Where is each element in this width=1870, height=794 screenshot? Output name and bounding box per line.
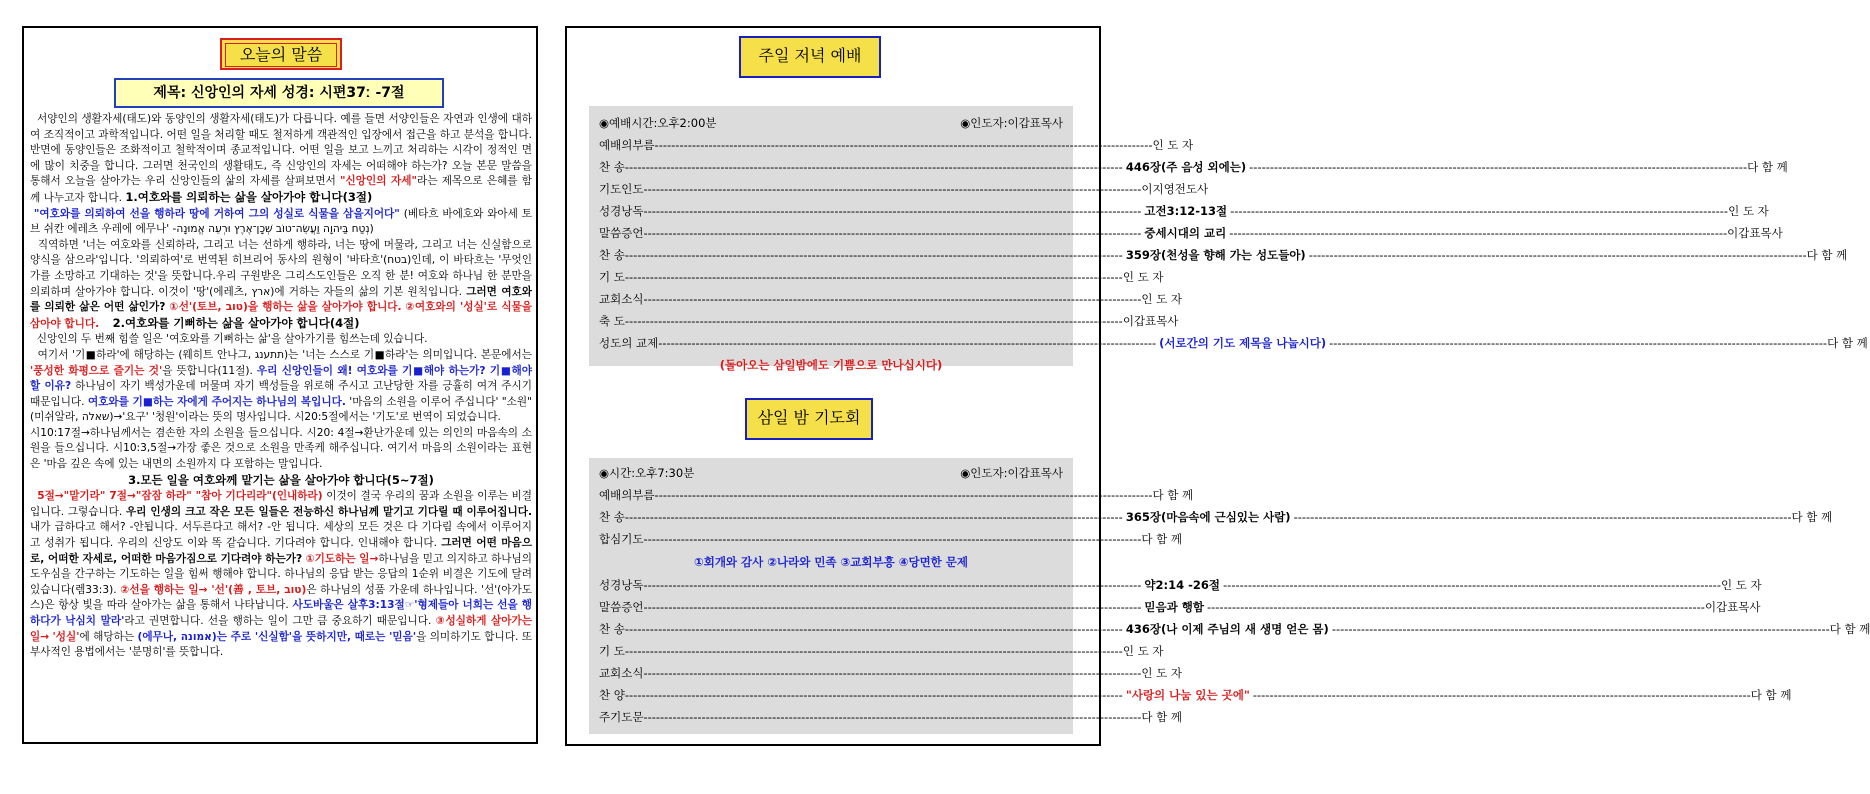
order-item-text: 믿음과 행함 (1144, 600, 1204, 614)
order-person: 이갑표목사 (1727, 226, 1783, 240)
why-rejoice-text: 우리 신앙인들이 왜! 여호와를 기■해야 하는가? 기■해야 할 이유? (30, 364, 533, 393)
wednesday-time: ◉시간:오후7:30분 (599, 466, 695, 480)
sunday-leader: ◉인도자:이갑표목사 (960, 116, 1063, 130)
wish-text: '마음의 소원을 이루어 주십니다' "소원"(미쉬알라, שאלה)→'요구' '청원'이라는 뜻의 명사입니다. 시20:5절에서는 '기도'로 번역이 되었습니다. (30, 395, 533, 424)
sermon-subject: 제목: 신앙인의 자세 성경: 시편37ː -7절 (114, 78, 444, 108)
order-item-text: (서로간의 기도 제목을 나눕시다) (1159, 336, 1327, 350)
order-row (589, 484, 1194, 506)
order-row (589, 684, 1792, 706)
order-row (589, 266, 1164, 288)
order-content: ------------------------------------------------------------------------------------------------------------------------ (624, 270, 1123, 284)
wednesday-rows-after (589, 574, 1870, 728)
rejoice-text: 여기서 '기■하라'에 해당하는 (웨히트 안나그, תתענג)는 '너는 스스로 기■하라'는 의미입니다. 본문에서는 (37, 348, 532, 361)
order-row (589, 706, 1183, 728)
sunday-time: ◉예배시간:오후2:00분 (599, 116, 717, 130)
order-panel (565, 26, 1870, 746)
attitude-question: 그러면 어떤 마음으로, 어떠한 자세로, 어떠한 마음가짐으로 기다려야 하는가? (30, 537, 532, 565)
order-person: 다 함 께 (1152, 488, 1194, 502)
order-content: ------------------------------------------------------------------------------------------------------------------------ 약2:14 -26절 ------------------------------------------------------------------------------------------------------------------------ (643, 578, 1721, 592)
secret-text: 이것이 결국 우리의 꿈과 소원을 이루는 비결입니다. 그렇습니다. (30, 490, 532, 518)
order-person: 다 함 께 (1829, 622, 1870, 636)
order-label: 주기도문 (599, 710, 644, 724)
wednesday-leader: ◉인도자:이갑표목사 (960, 466, 1063, 480)
order-person: 인 도 자 (1152, 138, 1194, 152)
order-label: 기 도 (599, 270, 625, 284)
order-label: 찬 양 (599, 688, 625, 702)
order-person: 인 도 자 (1720, 578, 1762, 592)
wednesday-title: 삼일 밤 기도회 (745, 398, 873, 440)
order-row (589, 288, 1183, 310)
order-label: 성경낭독 (599, 204, 644, 218)
order-content: ------------------------------------------------------------------------------------------------------------------------ (서로간의 기도 제목을 나눕시다) ------------------------------------------------------------------------------------------------------------------------ (658, 336, 1828, 350)
order-content: ------------------------------------------------------------------------------------------------------------------------ 365장(마음속에 근심있는 사람) ------------------------------------------------------------------------------------------------------------------------ (624, 510, 1792, 524)
sunday-title: 주일 저녁 예배 (739, 36, 881, 78)
order-person: 다 함 께 (1747, 160, 1788, 174)
good-text: 은 하나님의 성품 가운데 하나입니다. '선'(아가도스)은 항상 빛을 따라 살아가는 삶을 통해서 나타납니다. (30, 583, 533, 612)
order-row (589, 310, 1179, 332)
order-content: ------------------------------------------------------------------------------------------------------------------------ (624, 314, 1123, 328)
order-label: 찬 송 (599, 248, 625, 262)
order-person: 인 도 자 (1141, 292, 1183, 306)
prayer-point: ①기도하는 일→ (305, 552, 379, 565)
order-row (589, 662, 1183, 684)
order-person: 이갑표목사 (1704, 600, 1761, 614)
order-label: 찬 송 (599, 622, 625, 636)
order-label: 성도의 교제 (599, 336, 659, 350)
order-row (589, 200, 1769, 222)
sermon-body (30, 112, 532, 744)
answer-2-text: ②여호와의 '성실'로 식물을 삼아야 합니다. (30, 301, 533, 330)
order-person: 다 함 께 (1791, 510, 1833, 524)
commit-verses: 5절→"맡기라" 7절→"잠잠 하라" "참아 기다리라"(인내하라) (37, 490, 323, 503)
abundance-text: '풍성한 화평으로 즐기는 것' (30, 364, 163, 377)
order-content: ------------------------------------------------------------------------------------------------------------------------ (654, 488, 1153, 502)
emunah-text: (에무나, אמונה)는 주로 '신실함'을 뜻하지만, 때로는 '믿음' (137, 630, 417, 643)
order-item-text: 436장(나 이제 주님의 새 생명 얻은 몸) (1125, 622, 1329, 636)
order-label: 성경낭독 (599, 578, 644, 592)
point-3-heading: 3.모든 일을 여호와께 맡기는 삶을 살아가야 합니다(5~7절) (128, 472, 434, 487)
order-content: ------------------------------------------------------------------------------------------------------------------------ 436장(나 이제 주님의 새 생명 얻은 몸) ------------------------------------------------------------------------------------------------------------------------ (624, 622, 1830, 636)
prayer-topics: ①회개와 감사 ②나라와 민족 ③교회부흥 ④당면한 문제 (693, 555, 969, 569)
order-row (589, 134, 1194, 156)
order-label: 예배의부름 (599, 488, 655, 502)
order-row (589, 574, 1762, 596)
wednesday-rows-before (589, 484, 1833, 550)
faithful-word: '성실' (52, 630, 80, 643)
order-content: ------------------------------------------------------------------------------------------------------------------------ (624, 644, 1123, 658)
order-row (589, 156, 1788, 178)
order-person: 인 도 자 (1122, 644, 1164, 658)
faithful-point: ③성실하게 살아가는 일→ (30, 615, 532, 643)
order-person: 이갑표목사 (1122, 314, 1179, 328)
wednesday-header-row (589, 462, 1073, 484)
order-row (589, 178, 1209, 200)
order-person: 다 함 께 (1827, 336, 1868, 350)
order-label: 찬 송 (599, 160, 625, 174)
translation-text: 직역하면 '너는 여호와를 신뢰하라, 그리고 너는 선하게 행하라, 너는 땅에 머물라, 그리고 너는 신실함으로 양식을 삼으라'입니다. '의뢰하여'로 번역된 히브리어 동사의 원형이 '바타흐'(בטח)인데, 이 바타흐는 '무엇인가를 소망하고 기대하는 것'을 뜻합니다.우리 구원받은 그리스도인들은 오직 한 분! 여호와 하나님 한 분만을 의뢰하며 살아가야 합니다. 이것이 '땅'(에레츠, ארץ)에 거하는 자들의 삶의 기본 원칙입니다. (30, 238, 532, 298)
point-2-heading: 2.여호와를 기뻐하는 삶을 살아가야 합니다(4절) (112, 315, 360, 330)
point-1-heading: 1.여호와를 의뢰하는 삶을 살아가야 합니다(3절) (125, 189, 373, 204)
wait-text: 우리 인생의 크고 작은 모든 일들은 전능하신 하나님께 맡기고 기다릴 때 이루어집니다. (125, 505, 532, 518)
order-label: 기도인도 (599, 182, 644, 196)
answer-1-text: ①선'(토브, טוב)을 행하는 삶을 살아가야 합니다. (169, 301, 402, 314)
final-text: 을 의미하기도 합니다. 또 부사적인 용법에서는 '분명히'를 뜻합니다. (30, 630, 532, 659)
order-person: 다 함 께 (1806, 248, 1848, 262)
order-content: ------------------------------------------------------------------------------------------------------------------------ "사랑의 나눔 있는 곳에" ------------------------------------------------------------------------------------------------------------------------ (624, 688, 1751, 702)
order-content: ------------------------------------------------------------------------------------------------------------------------ 359장(천성을 향해 가는 성도들아) ------------------------------------------------------------------------------------------------------------------------ (624, 248, 1807, 262)
order-item-text: 359장(천성을 향해 가는 성도들아) (1125, 248, 1306, 262)
sunday-note: (돌아오는 삼일밤에도 기쁨으로 만나십시다) (719, 358, 943, 372)
order-label: 예배의부름 (599, 138, 655, 152)
order-item-text: 중세시대의 교리 (1144, 226, 1227, 240)
order-content: ------------------------------------------------------------------------------------------------------------------------ (643, 532, 1142, 546)
order-row (589, 528, 1183, 550)
good-point: ②선을 행하는 일→ '선'(善 , 토브, טוב) (120, 583, 307, 596)
reason-text: 하나님이 자기 백성가운데 머물며 자기 백성들을 위로해 주시고 고난당한 자를 긍휼히 여겨 주시기 때문입니다. (30, 380, 532, 408)
sunday-order (589, 106, 1868, 372)
order-content: ------------------------------------------------------------------------------------------------------------------------ (643, 182, 1142, 196)
order-content: ------------------------------------------------------------------------------------------------------------------------ (643, 666, 1142, 680)
blessing-text: 여호와를 기■하는 자에게 주어지는 하나님의 복입니다. (87, 395, 346, 408)
order-label: 말씀증언 (599, 226, 644, 240)
paul-text: 라고 권면합니다. 선을 행하는 일이 그만 큼 중요하기 때문입니다. (124, 615, 432, 627)
prayer-text: 하나님을 믿고 의지하고 하나님의 도우심을 간구하는 기도하는 일을 힘써 행해야 합니다. 하나님의 응답 받는 응답의 1순위 비결은 기도에 달려있습니다(렘33:3). (30, 552, 533, 596)
theme-text: "신앙인의 자세" (340, 175, 418, 188)
order-person: 인 도 자 (1122, 270, 1164, 284)
order-person: 인 도 자 (1728, 204, 1769, 218)
verse-quote: "여호와를 의뢰하여 선을 행하라 땅에 거하여 그의 성실로 식물을 삼을지어다" (33, 207, 400, 220)
paul-quote: 사도바울은 살후3:13절☞'형제들아 너희는 선을 행하다가 낙심치 말라' (30, 599, 532, 627)
point-2-intro: 신앙인의 두 번째 힘쓸 일은 '여호와를 기뻐하는 삶'을 살아가기를 힘쓰는데 있습니다. (36, 333, 428, 346)
order-person: 다 함 께 (1141, 532, 1183, 546)
order-row (589, 244, 1848, 266)
intro-text: 서양인의 생활자세(태도)와 동양인의 생활자세(태도)가 다릅니다. 예를 들면 서양인들은 자연과 인생에 대하여 조직적이고 과학적입니다. 어떤 일을 처리할 때도 철저하게 객관적인 입장에서 접근을 하고 분석을 합니다. 반면에 동양인들은 조화적이고 철학적이며 종교적입니다. 어떤 일을 보고 느끼고 처리하는 시각이 정적인 면에 많이 치중을 합니다. 그러면 천국인의 생활태도, 즉 신앙인의 자세는 어떠해야 하는가? 오늘 본문 말씀을 통해서 오늘을 살아가는 우리 신앙인들의 삶의 자세를 살펴보면서 (30, 113, 532, 188)
order-person: 이지영전도사 (1141, 182, 1209, 196)
hebrew-text: (베타흐 바에호와 와아세 토브 쉬칸 에레츠 우레에 에무나' -נְטַח בַּיהוָה וַעֲשֵׂה־טוֹב שְׁכָן־אֶרֶץ וּרְעֵה אֱמוּנָה) (30, 207, 532, 236)
order-content: ------------------------------------------------------------------------------------------------------------------------ 고전3:12-13절 ------------------------------------------------------------------------------------------------------------------------ (643, 204, 1729, 218)
order-content: ------------------------------------------------------------------------------------------------------------------------ (643, 292, 1142, 306)
order-content: ------------------------------------------------------------------------------------------------------------------------ 446장(주 음성 외에는) ------------------------------------------------------------------------------------------------------------------------ (624, 160, 1748, 174)
order-item-text: 약2:14 -26절 (1144, 578, 1221, 592)
order-label: 합심기도 (599, 532, 644, 546)
order-content: ------------------------------------------------------------------------------------------------------------------------ 믿음과 행함 ------------------------------------------------------------------------------------------------------------------------ (643, 600, 1705, 614)
patience-text: 내가 급하다고 해서? -안됩니다. 서두른다고 해서? -안 됩니다. 세상의 모든 것은 다 기다림 속에서 이루어지고 성취가 됩니다. 우리의 신앙도 이와 똑 같습니다. 기다려야 합니다. 인내해야 합니다. (30, 521, 532, 550)
order-label: 교회소식 (599, 666, 644, 680)
faithful-mid: 에 해당하는 (79, 630, 135, 643)
order-label: 축 도 (599, 314, 625, 328)
order-row (589, 640, 1164, 662)
order-item-text: 고전3:12-13절 (1144, 204, 1228, 218)
order-label: 기 도 (599, 644, 625, 658)
order-person: 인 도 자 (1141, 666, 1183, 680)
sunday-rows (589, 134, 1868, 354)
order-person: 다 함 께 (1141, 710, 1183, 724)
sermon-heading: 오늘의 말씀 (220, 38, 342, 70)
order-content: ------------------------------------------------------------------------------------------------------------------------ (643, 710, 1142, 724)
order-content: ------------------------------------------------------------------------------------------------------------------------ (654, 138, 1153, 152)
order-row (589, 222, 1783, 244)
order-item-text: "사랑의 나눔 있는 곳에" (1125, 688, 1250, 702)
order-item-text: 365장(마음속에 근심있는 사람) (1125, 510, 1291, 524)
psalm-refs-text: 시10:17절→하나님께서는 겸손한 자의 소원을 들으십니다. 시20: 4절→환난가운데 있는 의인의 마음속의 소원을 들으십니다. 시10:3,5절→가장 좋은 것으로 소원을 만족케 해주십니다. 여기서 마음의 소원이라는 표현은 '마음 깊은 속에 있는 내면의 소원까지 다 포함하는 말입니다. (30, 426, 532, 471)
order-item-text: 446장(주 음성 외에는) (1125, 160, 1247, 174)
intro-end-text: 라는 제목으로 은혜를 함께 나누고자 합니다. (30, 175, 532, 204)
order-row (589, 332, 1868, 354)
order-label: 교회소식 (599, 292, 644, 306)
order-content: ------------------------------------------------------------------------------------------------------------------------ 중세시대의 교리 ------------------------------------------------------------------------------------------------------------------------ (643, 226, 1728, 240)
wednesday-order (589, 458, 1870, 734)
order-label: 말씀증언 (599, 600, 644, 614)
order-row (589, 506, 1833, 528)
order-person: 다 함 께 (1750, 688, 1792, 702)
sermon-panel (22, 26, 538, 744)
order-row (589, 618, 1870, 640)
abundance-end: 을 뜻합니다(11절). (162, 364, 253, 377)
order-label: 찬 송 (599, 510, 625, 524)
order-row (589, 596, 1761, 618)
question-text: 그러면 여호와를 의뢰한 삶은 어떤 삶인가? (30, 285, 533, 314)
sunday-header-row (589, 112, 1073, 134)
